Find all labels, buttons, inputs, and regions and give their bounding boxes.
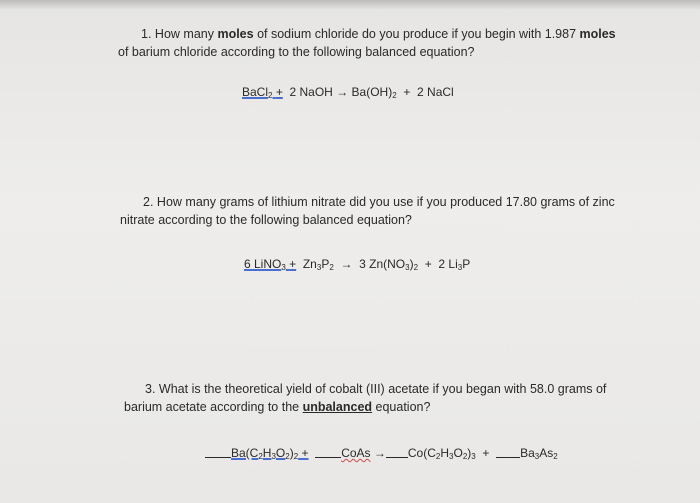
question-1-line-1 — [118, 25, 658, 43]
coefficient-blank-4[interactable] — [496, 447, 520, 458]
eq3-reactant-2: CoAs — [341, 446, 371, 460]
eq1-reactant-2: 2 NaOH — [289, 85, 333, 99]
equation-2 — [244, 257, 470, 271]
coefficient-blank-2[interactable] — [315, 447, 341, 458]
eq2-reactant-2: $Zn_3P_2$ — [302, 257, 334, 272]
question-3-text-b: equation? — [372, 400, 431, 414]
eq3-reactant-1: $Ba(C_2H_3O_2)_2$ + — [231, 446, 309, 461]
eq2-plus: + — [424, 257, 432, 271]
eq3-arrow: → — [373, 446, 386, 460]
question-2-line-2: nitrate according to the following balanced equation? — [120, 213, 412, 227]
page-shadow — [0, 0, 700, 10]
question-3-text: What is the theoretical yield of cobalt (III) acetate if you began with 58.0 grams of — [158, 382, 607, 396]
coefficient-blank-1[interactable] — [205, 447, 231, 458]
equation-1 — [242, 85, 454, 99]
question-3-line-1 — [124, 380, 664, 398]
eq1-product-2: 2 NaCl — [417, 85, 454, 99]
question-3-text-a: barium acetate according to the — [124, 400, 303, 414]
question-1-text-b: of sodium chloride do you produce if you begin with 1.987 — [253, 27, 580, 41]
eq1-plus: + — [403, 85, 411, 99]
equation-3 — [205, 446, 558, 460]
eq2-product-2: 2 $Li_3P$ — [438, 257, 471, 272]
question-1 — [118, 25, 658, 61]
question-2 — [120, 193, 660, 229]
question-1-text-a: How many — [154, 27, 218, 41]
question-3-number: 3. — [145, 382, 156, 396]
question-3-line-2 — [124, 398, 664, 416]
eq1-reactant-1: BaCl$_2$ + — [242, 85, 283, 100]
eq1-arrow: → — [336, 85, 349, 99]
question-2-text: How many grams of lithium nitrate did you use if you produced 17.80 grams of zinc — [156, 195, 615, 209]
eq1-product-1: $Ba(OH)_2$ — [351, 85, 397, 100]
eq2-product-1: 3 $Zn(NO_3)_2$ — [359, 257, 419, 272]
eq3-product-1: $Co(C_2H_3O_2)_3$ — [407, 446, 476, 461]
question-3-bold-unbalanced: unbalanced — [302, 400, 373, 414]
question-1-line-2: of barium chloride according to the following balanced equation? — [118, 45, 475, 59]
question-2-number: 2. — [143, 195, 154, 209]
coefficient-blank-3[interactable] — [386, 447, 408, 458]
question-1-bold-moles-2: moles — [579, 27, 616, 41]
eq3-plus: + — [482, 446, 490, 460]
question-3 — [124, 380, 664, 416]
question-2-line-1 — [120, 193, 660, 211]
question-1-number: 1. — [141, 27, 152, 41]
eq3-product-2: $Ba_3As_2$ — [520, 446, 558, 461]
eq2-arrow: → — [340, 257, 353, 271]
eq2-reactant-1: 6 LiNO$_3$ + — [244, 257, 297, 272]
question-1-bold-moles: moles — [217, 27, 254, 41]
